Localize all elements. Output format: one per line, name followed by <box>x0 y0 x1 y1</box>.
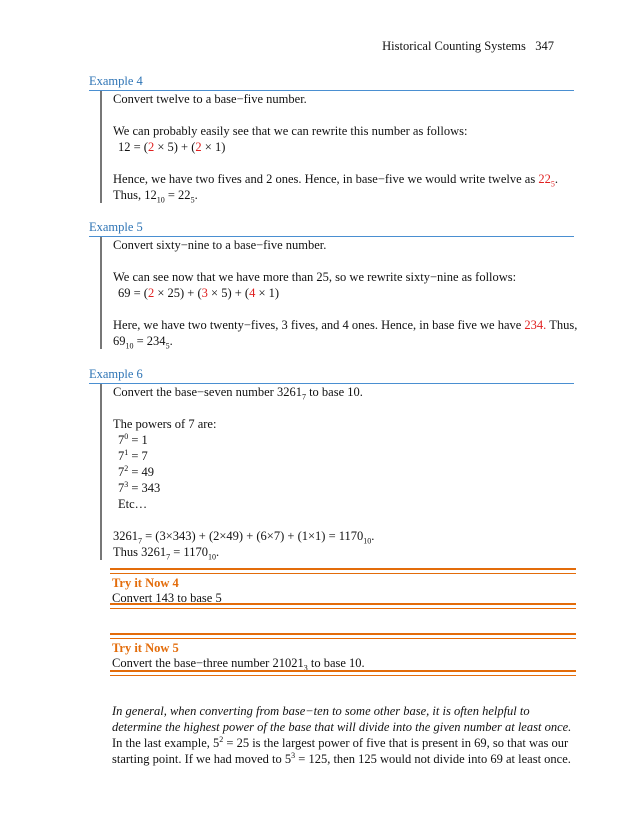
example-4-title: Example 4 <box>89 74 143 88</box>
ex5-line4: $69_{10} = 234_5$. <box>113 334 173 351</box>
power-row: $7^1 = 7$ <box>118 447 148 463</box>
example-5-body <box>100 237 587 349</box>
ex6-thus: Thus $3261_7 = 1170_{10}$. <box>113 545 220 562</box>
ex5-line3: Here, we have two twenty−fives, 3 fives, and 4 ones. Hence, in base five we have 234. Thus, <box>113 318 578 332</box>
ex4-line3: Hence, we have two fives and 2 ones. Hence, in base−five we would write twelve as $22_5$. <box>113 172 558 189</box>
try-4-bottom-rule <box>110 603 576 609</box>
try-4-text: Convert 143 to base 5 <box>112 591 222 605</box>
note-line4: starting point. If we had moved to $5^3 = 125$, then 125 would not divide into 69 at least once. <box>112 750 571 766</box>
ex4-line4: Thus, $12_{10} = 22_5$. <box>113 188 198 205</box>
ex6-calculation: $3261_7 = (3\times 343) + (2\times 49) + (6\times 7) + (1\times 1) = 1170_{10}$. <box>113 529 375 546</box>
note-line3: In the last example, $5^2 = 25$ is the largest power of five that is present in 69, so that was our <box>112 734 569 750</box>
example-6-title: Example 6 <box>89 367 143 381</box>
power-row: $7^0 = 1$ <box>118 431 148 447</box>
example-4-body <box>100 91 587 203</box>
ex5-line1: Convert sixty−nine to a base−five number. <box>113 238 327 252</box>
try-5-title: Try it Now 5 <box>112 641 179 655</box>
header-title: Historical Counting Systems <box>382 39 526 53</box>
ex4-line2: We can probably easily see that we can rewrite this number as follows: <box>113 124 468 138</box>
power-row: $7^3 = 343$ <box>118 479 161 495</box>
try-5-text: Convert the base−three number $21021_3$ to base 10. <box>112 656 365 673</box>
try-5-top-rule <box>110 633 576 639</box>
closing-note <box>112 703 582 767</box>
ex6-line1: Convert the base−seven number $3261_7$ to base 10. <box>113 385 363 402</box>
ex5-line2: We can see now that we have more than 25, so we rewrite sixty−nine as follows: <box>113 270 517 284</box>
ex6-line2: The powers of 7 are: <box>113 417 217 431</box>
note-line1: In general, when converting from base−ten to some other base, it is often helpful to <box>112 704 530 718</box>
try-4-top-rule <box>110 568 576 574</box>
page-number: 347 <box>535 39 554 53</box>
ex4-line1: Convert twelve to a base−five number. <box>113 92 307 106</box>
try-5-bottom-rule <box>110 670 576 676</box>
ex5-equation: 69 = (2 × 25) + (3 × 5) + (4 × 1) <box>118 286 280 300</box>
try-4-title: Try it Now 4 <box>112 576 179 590</box>
ex4-equation: 12 = (2 × 5) + (2 × 1) <box>118 140 226 154</box>
example-6-body <box>100 384 587 560</box>
example-5-title: Example 5 <box>89 220 143 234</box>
page-header <box>382 38 554 54</box>
etc-text: Etc… <box>118 497 148 511</box>
note-line2: determine the highest power of the base that will divide into the given number at least once. <box>112 720 572 734</box>
power-row: $7^2 = 49$ <box>118 463 155 479</box>
